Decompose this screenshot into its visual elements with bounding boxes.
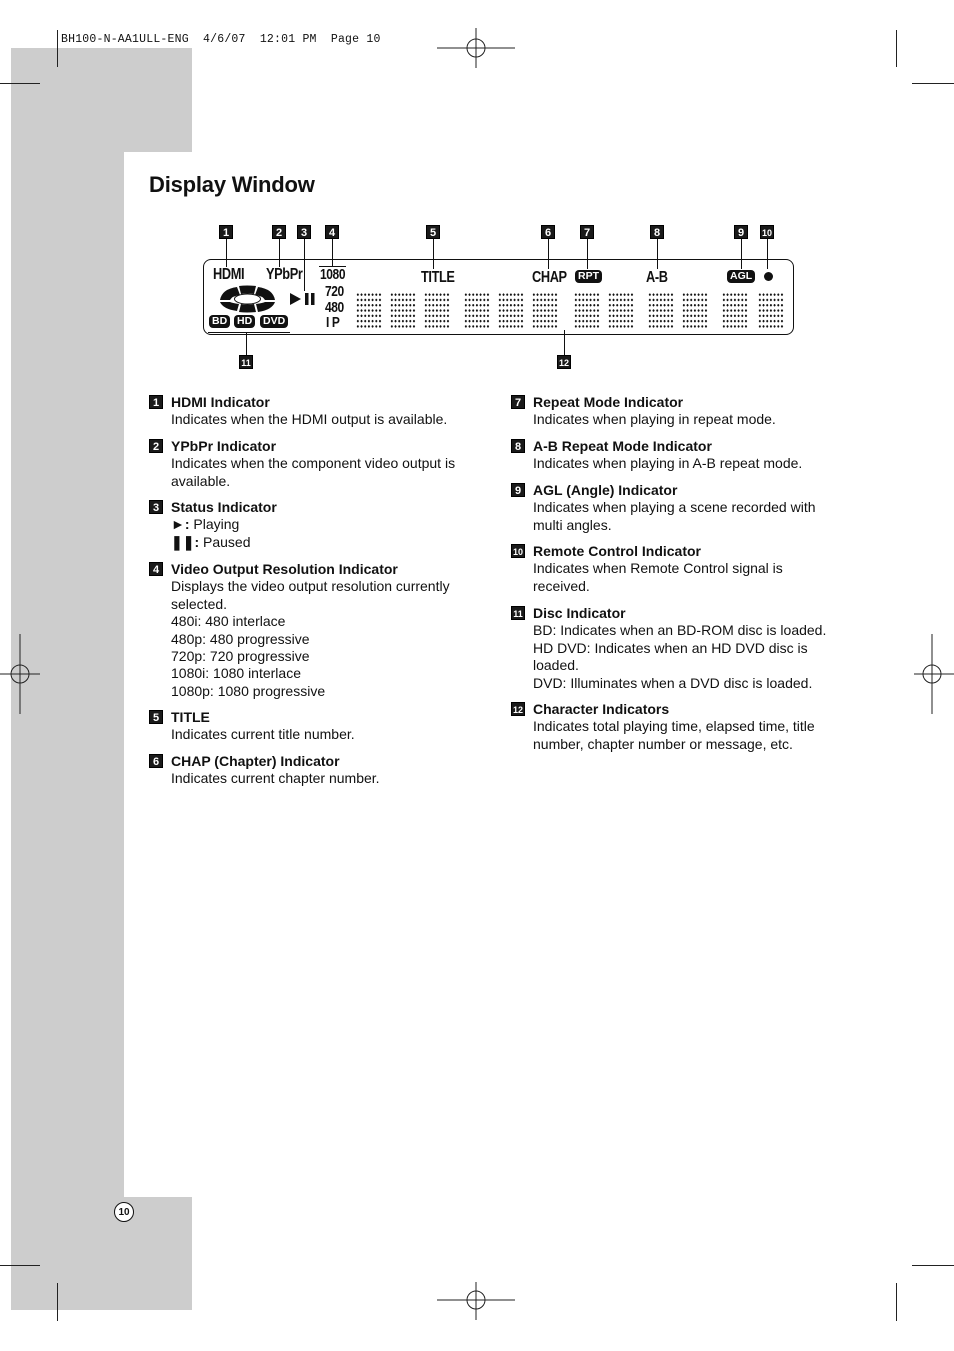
- crop-mark: [896, 30, 897, 67]
- item-11: [511, 605, 861, 692]
- item-12: [511, 701, 861, 753]
- registration-mark: [437, 28, 517, 68]
- item-heading: Repeat Mode Indicator: [533, 394, 684, 410]
- ypbpr-indicator: YPbPr: [266, 266, 303, 283]
- registration-mark: [914, 634, 954, 714]
- item-text: number, chapter number or message, etc.: [533, 735, 793, 752]
- item-text: HD DVD: Indicates when an HD DVD disc is: [533, 639, 808, 656]
- item-number: 5: [149, 710, 163, 724]
- page-title: Display Window: [149, 172, 315, 197]
- item-number: 1: [149, 395, 163, 409]
- item-text: 1080i: 1080 interlace: [171, 665, 301, 682]
- item-heading: Disc Indicator: [533, 605, 626, 621]
- status-paused-label: Paused: [203, 533, 251, 550]
- title-indicator: TITLE: [421, 269, 455, 286]
- callout-6: 6: [541, 225, 555, 239]
- character-cell: [464, 292, 490, 329]
- item-1: [149, 394, 489, 429]
- callout-9: 9: [734, 225, 748, 239]
- registration-mark: [0, 634, 40, 714]
- item-9: [511, 482, 861, 534]
- item-text: loaded.: [533, 657, 579, 674]
- crop-mark: [896, 1283, 897, 1321]
- item-8: [511, 438, 861, 473]
- item-text: Displays the video output resolution currently: [171, 578, 450, 595]
- disc-hd-indicator: HD: [234, 315, 255, 328]
- item-heading: YPbPr Indicator: [171, 438, 277, 454]
- hdmi-indicator: HDMI: [213, 266, 245, 283]
- item-number: 8: [511, 439, 525, 453]
- status-paused-row: [171, 534, 489, 551]
- crop-mark: [0, 1265, 40, 1266]
- character-cell: [390, 292, 416, 329]
- status-playing-label: Playing: [193, 516, 240, 533]
- callout-10: 10: [760, 225, 774, 239]
- callout-3: 3: [297, 225, 311, 239]
- item-text: multi angles.: [533, 516, 612, 533]
- item-text: DVD: Illuminates when a DVD disc is loaded.: [533, 674, 813, 691]
- chap-indicator: CHAP: [532, 269, 567, 286]
- item-heading: HDMI Indicator: [171, 394, 270, 410]
- item-number: 2: [149, 439, 163, 453]
- play-icon: ►:: [171, 516, 190, 533]
- item-heading: TITLE: [171, 709, 210, 725]
- disc-dvd-indicator: DVD: [260, 315, 288, 328]
- item-text: available.: [171, 472, 231, 489]
- crop-mark: [0, 83, 40, 84]
- agl-indicator: AGL: [727, 270, 755, 283]
- character-cell: [574, 292, 600, 329]
- disc-spinner-icon: [210, 285, 285, 313]
- res-720: 720: [325, 283, 344, 300]
- callout-2: 2: [272, 225, 286, 239]
- item-3: [149, 499, 489, 551]
- character-cell: [356, 292, 382, 329]
- item-number: 10: [511, 544, 525, 558]
- item-text: Indicates current title number.: [171, 726, 355, 743]
- character-cell: [682, 292, 708, 329]
- pause-icon: ❚❚:: [171, 533, 200, 550]
- item-text: Indicates current chapter number.: [171, 770, 380, 787]
- character-cell: [608, 292, 634, 329]
- character-cell: [424, 292, 450, 329]
- crop-mark: [57, 1283, 58, 1321]
- status-playing-row: [171, 516, 489, 533]
- crop-mark: [912, 1265, 954, 1266]
- item-heading: AGL (Angle) Indicator: [533, 482, 678, 498]
- item-6: [149, 753, 489, 788]
- ab-indicator: A-B: [646, 269, 668, 286]
- item-text: Indicates when the HDMI output is available.: [171, 411, 448, 428]
- item-number: 11: [511, 606, 525, 620]
- item-text: 480p: 480 progressive: [171, 630, 310, 647]
- item-heading: Status Indicator: [171, 499, 277, 515]
- item-text: Indicates total playing time, elapsed time, title: [533, 718, 815, 735]
- item-text: 480i: 480 interlace: [171, 613, 286, 630]
- item-number: 4: [149, 562, 163, 576]
- crop-mark: [57, 30, 58, 67]
- item-text: selected.: [171, 595, 228, 612]
- character-cell: [722, 292, 748, 329]
- print-header: BH100-N-AA1ULL-ENG 4/6/07 12:01 PM Page 10: [61, 33, 381, 46]
- res-1080: 1080: [320, 266, 346, 283]
- registration-mark: [437, 1282, 517, 1322]
- item-text: 1080p: 1080 progressive: [171, 682, 326, 699]
- item-text: Indicates when playing a scene recorded with: [533, 499, 816, 516]
- callout-8: 8: [650, 225, 664, 239]
- item-heading: Character Indicators: [533, 701, 670, 717]
- page-number: 10: [114, 1202, 134, 1222]
- res-480: 480: [325, 299, 344, 316]
- callout-5: 5: [426, 225, 440, 239]
- left-margin-band: [11, 1197, 192, 1310]
- item-heading: A-B Repeat Mode Indicator: [533, 438, 712, 454]
- item-10: [511, 543, 861, 595]
- callout-1: 1: [219, 225, 233, 239]
- item-7: [511, 394, 861, 429]
- item-number: 3: [149, 500, 163, 514]
- item-number: 6: [149, 754, 163, 768]
- character-cell: [498, 292, 524, 329]
- item-number: 12: [511, 702, 525, 716]
- leader-line: [246, 332, 247, 355]
- callout-4: 4: [325, 225, 339, 239]
- remote-dot-icon: [764, 272, 773, 281]
- item-4: [149, 561, 489, 700]
- res-ip: I P: [326, 314, 340, 331]
- callout-12: 12: [557, 355, 571, 369]
- item-text: Indicates when Remote Control signal is: [533, 560, 783, 577]
- character-cell: [532, 292, 558, 329]
- rpt-indicator: RPT: [575, 270, 602, 283]
- item-number: 9: [511, 483, 525, 497]
- item-text: BD: Indicates when an BD-ROM disc is loaded.: [533, 622, 827, 639]
- item-text: received.: [533, 577, 590, 594]
- crop-mark: [912, 83, 954, 84]
- left-margin-band: [11, 48, 192, 152]
- item-text: Indicates when playing in repeat mode.: [533, 411, 776, 428]
- item-heading: Video Output Resolution Indicator: [171, 561, 398, 577]
- callout-11: 11: [239, 355, 253, 369]
- item-text: Indicates when the component video output is: [171, 455, 456, 472]
- item-heading: CHAP (Chapter) Indicator: [171, 753, 340, 769]
- item-number: 7: [511, 395, 525, 409]
- item-heading: Remote Control Indicator: [533, 543, 702, 559]
- item-2: [149, 438, 489, 490]
- item-text: 720p: 720 progressive: [171, 648, 310, 665]
- item-text: Indicates when playing in A-B repeat mode.: [533, 455, 803, 472]
- character-cell: [758, 292, 784, 329]
- callout-7: 7: [580, 225, 594, 239]
- item-5: [149, 709, 489, 744]
- disc-bd-indicator: BD: [209, 315, 230, 328]
- character-cell: [648, 292, 674, 329]
- play-pause-icon: [289, 292, 317, 306]
